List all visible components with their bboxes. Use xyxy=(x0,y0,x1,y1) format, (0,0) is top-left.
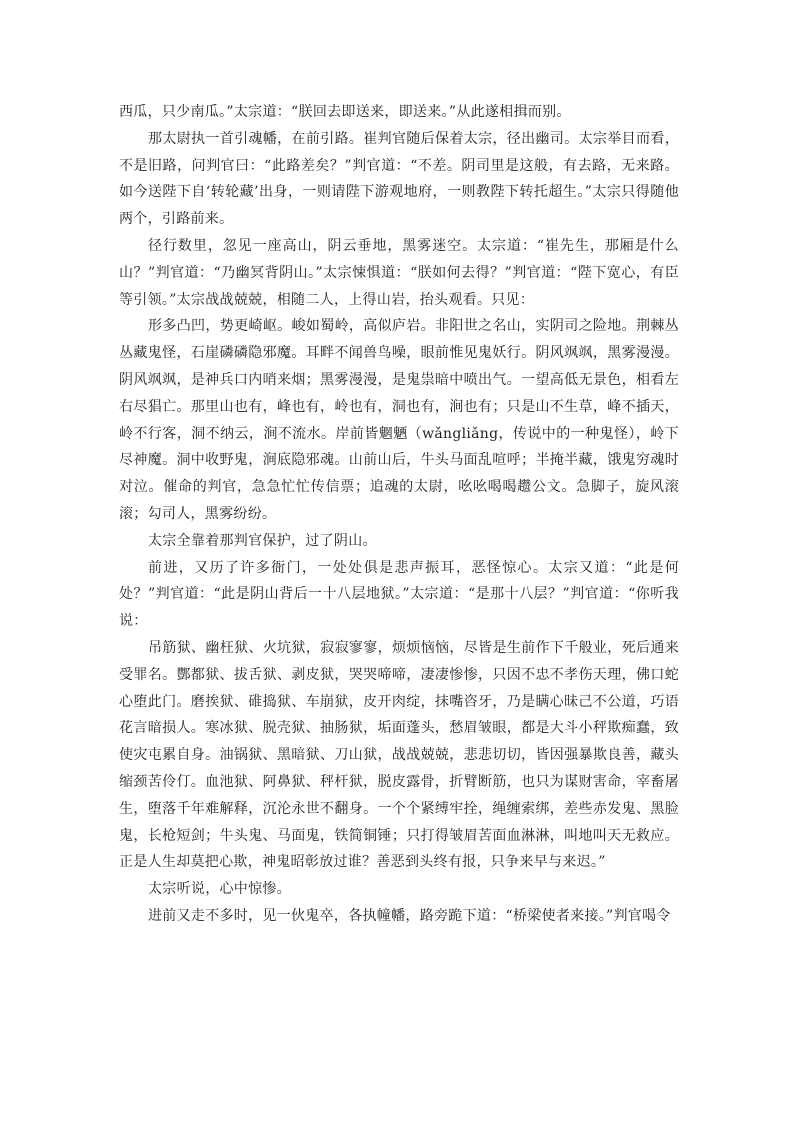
poem-mountain-description: 形多凸凹，势更崎岖。峻如蜀岭，高似庐岩。非阳世之名山，实阴司之险地。荆棘丛丛藏鬼怪，石崖磷磷隐邪魔。耳畔不闻兽鸟噪，眼前惟见鬼妖行。阴风飒飒，黑雾漫漫。阴风飒飒，是神兵口内哨来烟；黑雾漫漫，是鬼祟暗中喷出气。一望高低无景色，相看左右尽猖亡。那里山也有，峰也有，岭也有，洞也有，涧也有；只是山不生草，峰不插天，岭不行客，洞不纳云，涧不流水。岸前皆魍魉（wǎngliǎng，传说中的一种鬼怪），岭下尽神魔。洞中收野鬼，涧底隐邪魂。山前山后，牛头马面乱喧呼；半掩半藏，饿鬼穷魂时对泣。催命的判官，急急忙忙传信票；追魂的太尉，吆吆喝喝趱公文。急脚子，旋风滚滚；勾司人，黑雾纷纷。 xyxy=(119,318,679,522)
paragraph-pass-mountain: 太宗全靠着那判官保护，过了阴山。 xyxy=(148,532,377,549)
text-body xyxy=(119,99,679,930)
paragraph-continuation: 西瓜，只少南瓜。”太宗道：“朕回去即送来，即送来。”从此遂相揖而别。 xyxy=(119,104,571,120)
paragraph-journey: 那太尉执一首引魂幡，在前引路。崔判官随后保着太宗，径出幽司。太宗举目而看，不是旧路，问判官曰：“此路差矣？”判官道：“不差。阴司里是这般，有去路，无来路。如今送陛下自‘转轮藏’出身，一则请陛下游观地府，一则教陛下转托超生。”太宗只得随他两个，引路前来。 xyxy=(119,130,679,228)
paragraph-eighteen-hells: 前进，又历了许多衙门，一处处俱是悲声振耳，恶怪惊心。太宗又道：“此是何处？”判官道：“此是阴山背后一十八层地狱。”太宗道：“是那十八层？”判官道：“你听我说： xyxy=(119,559,679,630)
paragraph-bridge-envoy: 进前又走不多时，见一伙鬼卒，各执幢幡，路旁跪下道：“桥梁使者来接。”判官喝令 xyxy=(148,907,671,924)
paragraph-mountain: 径行数里，忽见一座高山，阴云垂地，黑雾迷空。太宗道：“崔先生，那厢是什么山？”判官道：“乃幽冥背阴山。”太宗悚惧道：“朕如何去得？”判官道：“陛下宽心，有臣等引领。”太宗战战兢兢，相随二人，上得山岩，抬头观看。只见： xyxy=(119,237,679,308)
paragraph-frightened: 太宗听说，心中惊惨。 xyxy=(148,881,291,898)
poem-hells-description: 吊筋狱、幽枉狱、火坑狱，寂寂寥寥，烦烦恼恼，尽皆是生前作下千般业，死后通来受罪名。酆都狱、拔舌狱、剥皮狱，哭哭啼啼，凄凄惨惨，只因不忠不孝伤天理，佛口蛇心堕此门。磨挨狱、碓捣狱、车崩狱，皮开肉绽，抹嘴咨牙，乃是瞒心昧己不公道，巧语花言暗损人。寒冰狱、脱壳狱、抽肠狱，垢面蓬头，愁眉皱眼，都是大斗小秤欺痴蠢，致使灾屯累自身。油锅狱、黑暗狱、刀山狱，战战兢兢，悲悲切切，皆因强暴欺良善，藏头缩颈苦伶仃。血池狱、阿鼻狱、秤杆狱，脱皮露骨，折臂断筋，也只为谋财害命，宰畜屠生，堕落千年难解释，沉沦永世不翻身。一个个紧缚牢拴，绳缠索绑，差些赤发鬼、黑脸鬼，长枪短剑；牛头鬼、马面鬼，铁简铜锤；只打得皱眉苦面血淋淋，叫地叫天无救应。正是人生却莫把心欺，神鬼昭彰放过谁？善恶到头终有报，只争来早与来迟。” xyxy=(119,639,679,871)
